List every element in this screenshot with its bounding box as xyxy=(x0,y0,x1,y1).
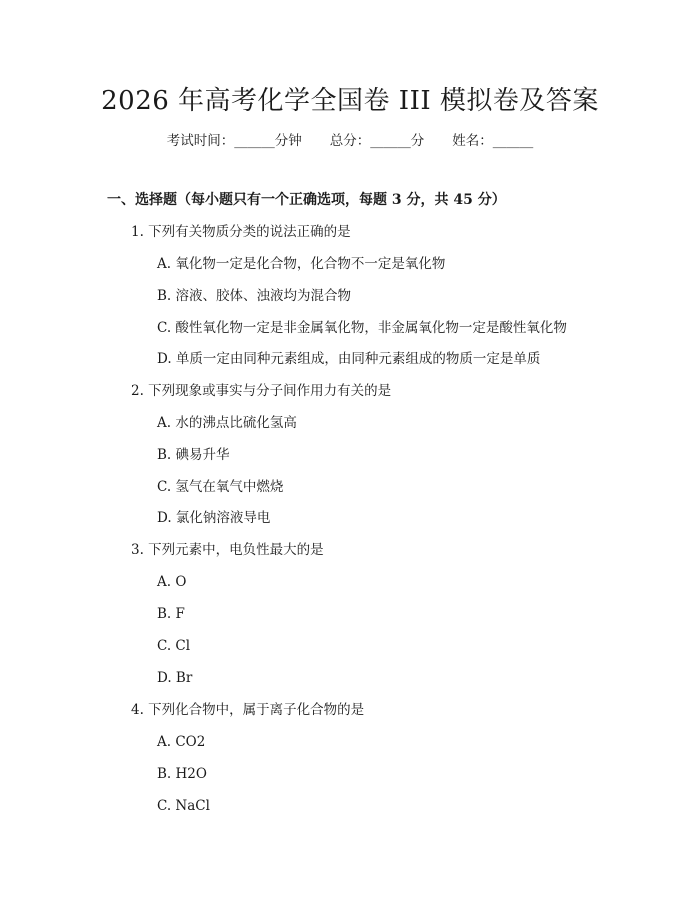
page-title: 2026 年高考化学全国卷 III 模拟卷及答案 xyxy=(101,86,599,116)
question-option: B. H2O xyxy=(157,766,207,782)
question-option: D. 单质一定由同种元素组成，由同种元素组成的物质一定是单质 xyxy=(157,351,541,367)
question-option: C. 酸性氧化物一定是非金属氧化物，非金属氧化物一定是酸性氧化物 xyxy=(157,320,567,336)
question-option: D. Br xyxy=(157,670,193,686)
question-option: C. 氢气在氧气中燃烧 xyxy=(157,479,284,495)
question-stem: 2. 下列现象或事实与分子间作用力有关的是 xyxy=(131,383,392,399)
question-option: A. 水的沸点比硫化氢高 xyxy=(157,415,297,431)
total-score-field: 总分：______分 xyxy=(329,133,425,149)
question-stem: 4. 下列化合物中，属于离子化合物的是 xyxy=(131,702,365,718)
question-option: B. 溶液、胶体、浊液均为混合物 xyxy=(157,288,352,304)
exam-time-field: 考试时间：______分钟 xyxy=(166,133,302,149)
question-option: B. F xyxy=(157,606,185,622)
question-option: A. 氧化物一定是化合物，化合物不一定是氧化物 xyxy=(157,256,446,272)
question-option: B. 碘易升华 xyxy=(157,447,230,463)
question-stem: 1. 下列有关物质分类的说法正确的是 xyxy=(131,224,351,240)
question-option: C. NaCl xyxy=(157,798,210,814)
question-option: D. 氯化钠溶液导电 xyxy=(157,510,271,526)
question-option: C. Cl xyxy=(157,638,191,654)
student-name-field: 姓名：______ xyxy=(452,133,534,149)
question-stem: 3. 下列元素中，电负性最大的是 xyxy=(131,542,324,558)
question-option: A. O xyxy=(157,574,187,590)
exam-info-line xyxy=(0,131,700,151)
section-heading: 一、选择题（每小题只有一个正确选项，每题 3 分，共 45 分） xyxy=(107,192,506,208)
question-option: A. CO2 xyxy=(157,734,206,750)
